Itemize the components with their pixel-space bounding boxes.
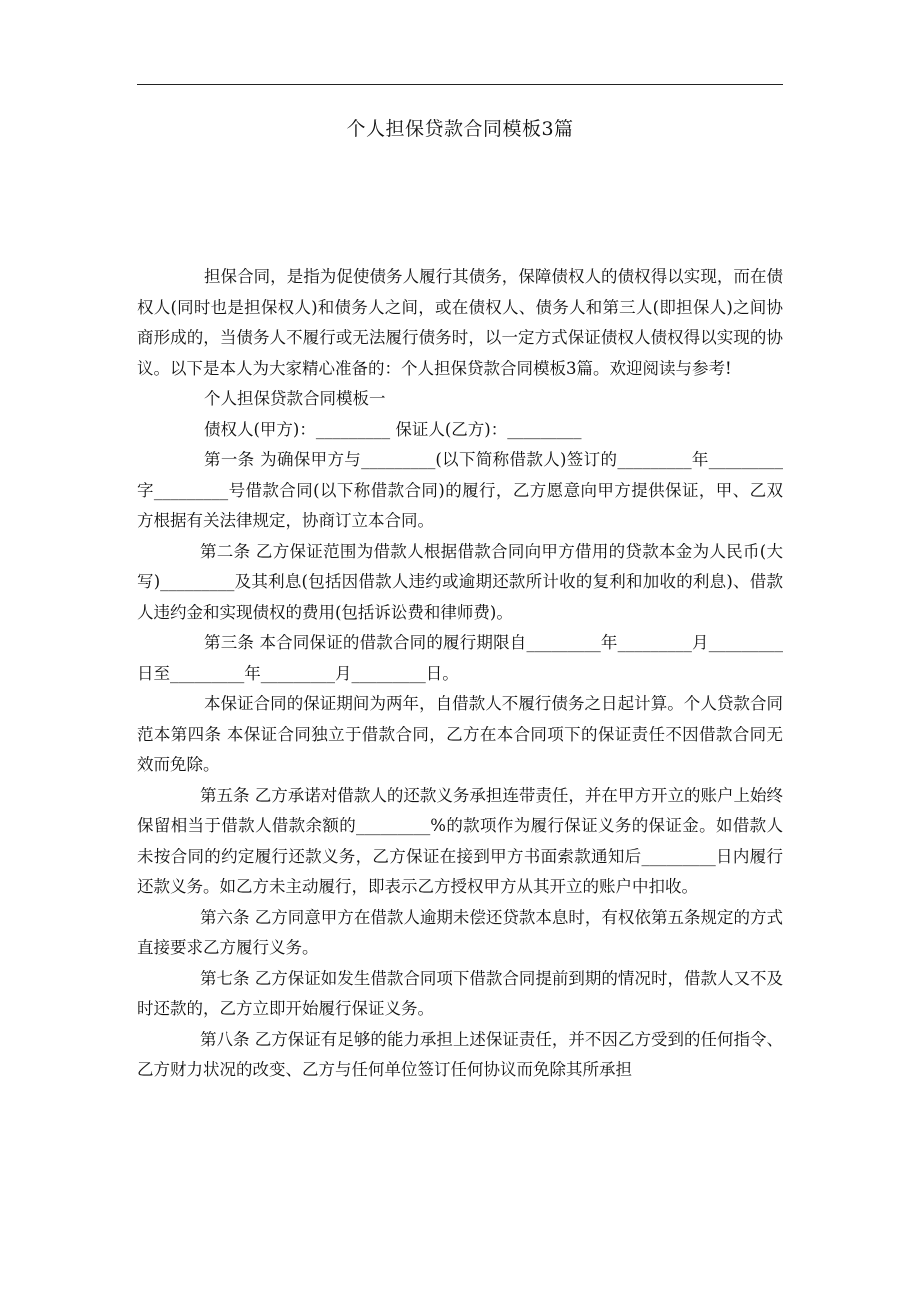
article-guarantee-period: 本保证合同的保证期间为两年，自借款人不履行债务之日起计算。个人贷款合同范本第四条 本保证合同独立于借款合同，乙方在本合同项下的保证责任不因借款合同无效而免除。 <box>137 694 783 774</box>
section-heading: 个人担保贷款合同模板一 <box>204 389 386 408</box>
article-2: 第二条 乙方保证范围为借款人根据借款合同向甲方借用的贷款本金为人民币(大写)_________及其利息(包括因借款人违约或逾期还款所计收的复利和加收的利息)、借款人违约金和实现债权的费用(包括诉讼费和律师费)。 <box>137 541 783 622</box>
intro-paragraph: 担保合同，是指为促使债务人履行其债务，保障债权人的债权得以实现，而在债权人(同时也是担保权人)和债务人之间，或在债权人、债务人和第三人(即担保人)之间协商形成的，当债务人不履行或无法履行债务时，以一定方式保证债权人债权得以实现的协议。以下是本人为大家精心准备的：个人担保贷款合同模板3篇。欢迎阅读与参考! <box>137 267 783 378</box>
article-8: 第八条 乙方保证有足够的能力承担上述保证责任，并不因乙方受到的任何指令、乙方财力状况的改变、乙方与任何单位签订任何协议而免除其所承担 <box>137 1029 783 1079</box>
document-title: 个人担保贷款合同模板3篇 <box>346 118 574 140</box>
parties-line: 债权人(甲方)：_________ 保证人(乙方)：_________ <box>204 419 582 439</box>
article-5: 第五条 乙方承诺对借款人的还款义务承担连带责任，并在甲方开立的账户上始终保留相当于借款人借款余额的_________%的款项作为履行保证义务的保证金。如借款人未按合同的约定履行还款义务，乙方保证在接到甲方书面索款通知后_________日内履行还款义务。如乙方未主动履行，即表示乙方授权甲方从其开立的账户中扣收。 <box>137 785 783 896</box>
article-3: 第三条 本合同保证的借款合同的履行期限自_________年_________月_________日至_________年_________月_________日。 <box>137 633 783 683</box>
article-1: 第一条 为确保甲方与_________(以下简称借款人)签订的_________年_________字_________号借款合同(以下称借款合同)的履行，乙方愿意向甲方提供保证，甲、乙双方根据有关法律规定，协商订立本合同。 <box>137 450 783 530</box>
header-rule <box>137 84 783 85</box>
article-6: 第六条 乙方同意甲方在借款人逾期未偿还贷款本息时，有权依第五条规定的方式直接要求乙方履行义务。 <box>137 907 783 957</box>
article-7: 第七条 乙方保证如发生借款合同项下借款合同提前到期的情况时，借款人又不及时还款的，乙方立即开始履行保证义务。 <box>137 968 783 1018</box>
document-body <box>137 262 783 1086</box>
